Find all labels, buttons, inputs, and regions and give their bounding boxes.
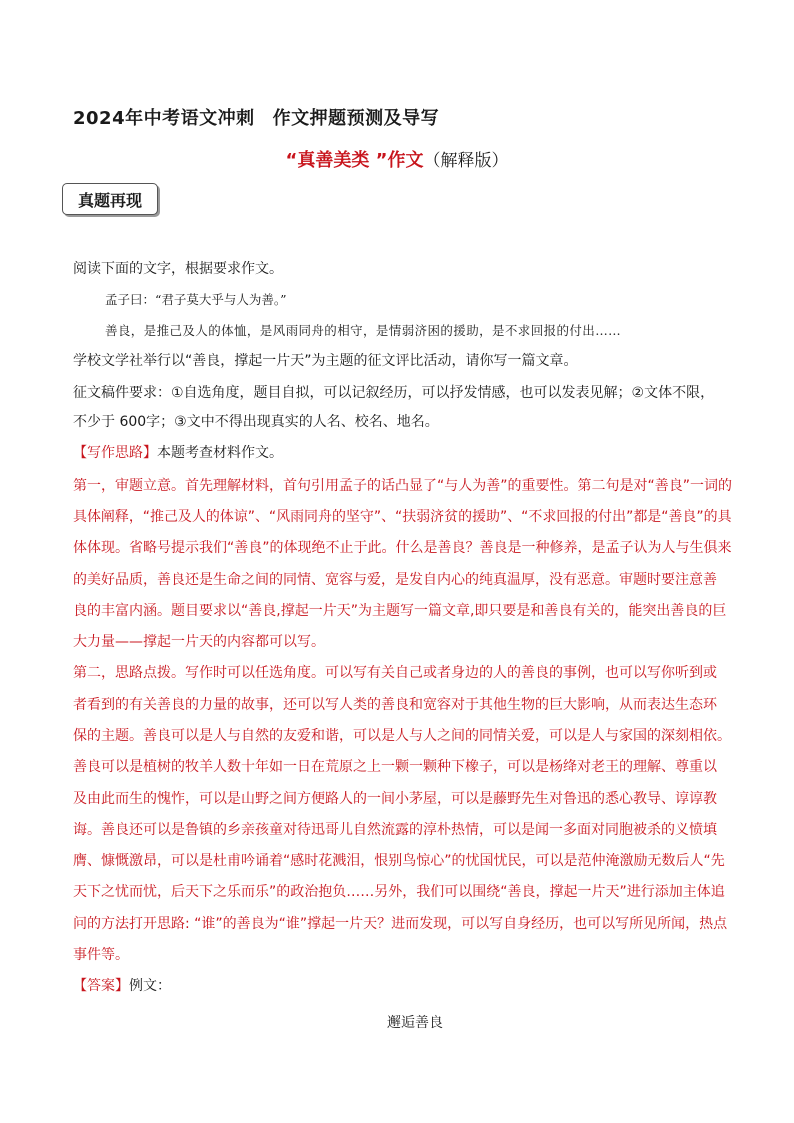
answer-tag-text: 例文： [129,978,171,994]
subtitle-version: （解释版） [423,151,509,171]
analysis-line: 天下之忧而忧，后天下之乐而乐”的政治抱负……另外，我们可以围绕“善良，撑起一片天”进行添加主体追 [73,884,725,900]
analysis-line: 第二，思路点拨。写作时可以任选角度。可以写有关自己或者身边的人的善良的事例，也可以写你听到或 [73,665,717,681]
analysis-line: 具体阐释，“推己及人的体谅”、“风雨同舟的坚守”、“扶弱济贫的援助”、“不求回报的付出”都是“善良”的具 [73,509,732,525]
analysis-line: 事件等。 [73,947,129,963]
subtitle-quote-open: “ [285,150,298,171]
analysis-tag-text: 本题考查材料作文。 [157,445,283,461]
prompt-requirement-line-1: 征文稿件要求：①自选角度，题目自拟，可以记叙经历，可以抒发情感，也可以发表见解；②文体不限， [73,385,715,401]
prompt-requirement-line-2: 不少于 600字；③文中不得出现真实的人名、校名、地名。 [73,414,439,430]
answer-tag: 【答案】 [73,978,129,994]
analysis-line: 者看到的有关善良的力量的故事，还可以写人类的善良和宽容对于其他生物的巨大影响，从而表达生态环 [73,697,717,713]
analysis-line: 大力量——撑起一片天的内容都可以写。 [73,634,325,650]
essay-title: 邂逅善良 [387,1015,443,1031]
analysis-line: 善良可以是植树的牧羊人数十年如一日在荒原之上一颗一颗种下橡子，可以是杨绛对老王的理解、尊重以 [73,759,717,775]
document-subtitle [0,146,794,172]
prompt-quote-1: 孟子曰：“君子莫大乎与人为善。” [105,292,287,307]
prompt-quote-2: 善良，是推己及人的体恤，是风雨同舟的相守，是情弱济困的援助，是不求回报的付出…… [105,323,622,338]
analysis-heading [73,446,283,460]
answer-heading [73,979,171,993]
analysis-line: 诲。善良还可以是鲁镇的乡亲孩童对待迅哥儿自然流露的淳朴热情，可以是闻一多面对同胞被杀的义愤填 [73,822,717,838]
section-heading-box [62,183,158,215]
analysis-line: 及由此而生的愧怍，可以是山野之间方便路人的一间小茅屋，可以是藤野先生对鲁迅的悉心教导、谆谆教 [73,791,717,807]
title-part-1: 2024年中考语文冲刺 [73,108,255,129]
analysis-line: 膺、慷慨激昂，可以是杜甫吟诵着“感时花溅泪，恨别鸟惊心”的忧国忧民，可以是范仲淹激励无数后人“先 [73,853,725,869]
analysis-line: 问的方法打开思路: “谁”的善良为“谁”撑起一片天？进而发现，可以写自身经历，也可以写所见所闻，热点 [73,916,728,932]
document-title [73,104,439,130]
prompt-intro: 阅读下面的文字，根据要求作文。 [73,261,283,277]
section-heading: 真题再现 [77,190,142,210]
analysis-tag: 【写作思路】 [73,445,157,461]
analysis-line: 体体现。省略号提示我们“善良”的体现绝不止于此。什么是善良？善良是一种修养，是孟子认为人与生俱来 [73,540,732,556]
analysis-line: 第一，审题立意。首先理解材料，首句引用孟子的话凸显了“与人为善”的重要性。第二句是对“善良”一词的 [73,478,733,494]
analysis-line: 良的丰富内涵。题目要求以“善良,撑起一片天”为主题写一篇文章,即只要是和善良有关的，能突出善良的巨 [73,603,727,619]
analysis-line: 的美好品质，善良还是生命之间的同情、宽容与爱，是发自内心的纯真温厚，没有恶意。审题时要注意善 [73,572,717,588]
title-part-2: 作文押题预测及导写 [272,108,440,129]
subtitle-quote-close: ”作文 [369,150,424,171]
prompt-event: 学校文学社举行以“善良，撑起一片天”为主题的征文评比活动，请你写一篇文章。 [73,353,578,369]
analysis-line: 保的主题。善良可以是人与自然的友爱和谐，可以是人与人之间的同情关爱，可以是人与家国的深刻相依。 [73,728,731,744]
subtitle-category: 真善美类 [297,150,370,171]
